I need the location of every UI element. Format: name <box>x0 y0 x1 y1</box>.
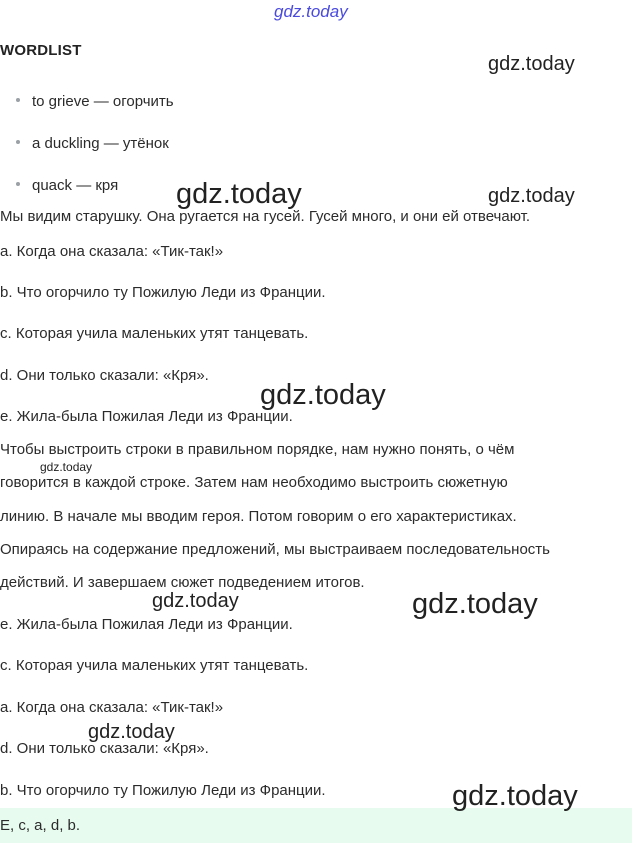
option-line-e: e. Жила-была Пожилая Леди из Франции. <box>0 408 293 425</box>
bullet-icon <box>16 182 20 186</box>
watermark-label: gdz.today <box>452 780 578 812</box>
bullet-icon <box>16 140 20 144</box>
ordered-line-2: c. Которая учила маленьких утят танцевать. <box>0 657 309 674</box>
option-line-b: b. Что огорчило ту Пожилую Леди из Франции. <box>0 284 326 301</box>
explanation-line: действий. И завершаем сюжет подведением итогов. <box>0 574 365 591</box>
watermark-label: gdz.today <box>152 590 239 612</box>
option-line-d: d. Они только сказали: «Кря». <box>0 367 209 384</box>
explanation-line: говорится в каждой строке. Затем нам необходимо выстроить сюжетную <box>0 474 508 491</box>
wordlist-item <box>16 93 174 110</box>
wordlist-item-text: quack — кря <box>32 177 119 194</box>
option-line-a: a. Когда она сказала: «Тик-так!» <box>0 243 224 260</box>
wordlist-item-text: to grieve — огорчить <box>32 93 174 110</box>
wordlist-item <box>16 177 118 194</box>
ordered-line-5: b. Что огорчило ту Пожилую Леди из Франции. <box>0 782 326 799</box>
watermark-label: gdz.today <box>488 185 575 207</box>
intro-text: Мы видим старушку. Она ругается на гусей. Гусей много, и они ей отвечают. <box>0 208 531 225</box>
watermark-logo-top: gdz.today <box>274 2 348 21</box>
option-line-c: c. Которая учила маленьких утят танцевать. <box>0 325 309 342</box>
watermark-label: gdz.today <box>412 588 538 620</box>
explanation-line: Чтобы выстроить строки в правильном порядке, нам нужно понять, о чём <box>0 441 515 458</box>
answer-text: E, c, a, d, b. <box>0 817 81 834</box>
watermark-label: gdz.today <box>88 721 175 743</box>
ordered-line-4: d. Они только сказали: «Кря». <box>0 740 209 757</box>
watermark-label: gdz.today <box>260 379 386 411</box>
explanation-line: линию. В начале мы вводим героя. Потом говорим о его характеристиках. <box>0 508 517 525</box>
watermark-label: gdz.today <box>40 460 93 474</box>
wordlist-heading: WORDLIST <box>0 42 82 59</box>
watermark-label: gdz.today <box>488 53 575 75</box>
explanation-line: Опираясь на содержание предложений, мы выстраиваем последовательность <box>0 541 550 558</box>
wordlist-item-text: a duckling — утёнок <box>32 135 169 152</box>
answer-box <box>0 808 632 843</box>
ordered-line-1: e. Жила-была Пожилая Леди из Франции. <box>0 616 293 633</box>
bullet-icon <box>16 98 20 102</box>
watermark-label: gdz.today <box>176 178 302 210</box>
ordered-line-3: a. Когда она сказала: «Тик-так!» <box>0 699 224 716</box>
wordlist-item <box>16 135 169 152</box>
